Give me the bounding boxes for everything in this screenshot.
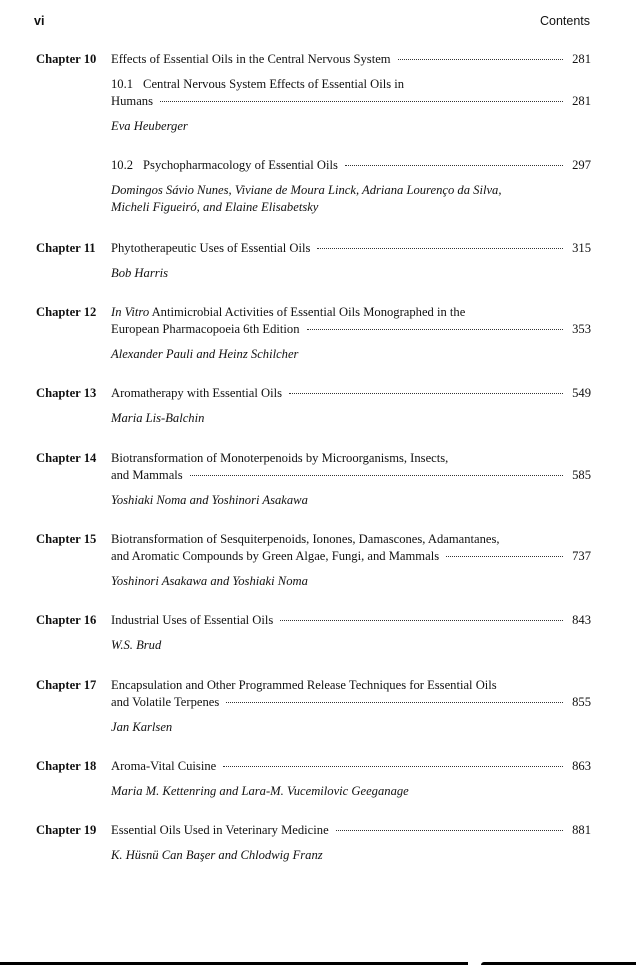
chapter-authors: W.S. Brud <box>111 638 162 652</box>
section-title: Psychopharmacology of Essential Oils <box>143 158 338 172</box>
page-number: 297 <box>572 158 591 172</box>
section-number: 10.2 <box>111 158 134 172</box>
page-number: 353 <box>572 322 591 336</box>
page-number: 737 <box>572 549 591 563</box>
chapter-title: Aroma-Vital Cuisine <box>111 759 217 773</box>
chapter-label: Chapter 14 <box>36 451 97 465</box>
dot-leader <box>190 475 563 476</box>
toc-entry-chapter-16 <box>36 612 591 654</box>
chapter-title-cont: and Volatile Terpenes <box>111 695 220 709</box>
section-title-cont: Humans <box>111 94 153 108</box>
chapter-title: Aromatherapy with Essential Oils <box>111 386 283 400</box>
dot-leader <box>345 165 563 166</box>
chapter-title: Effects of Essential Oils in the Central Nervous System <box>111 52 391 66</box>
dot-leader <box>336 830 563 831</box>
authors-line-2: Micheli Figueiró, and Elaine Elisabetsky <box>111 200 319 214</box>
chapter-title: Antimicrobial Activities of Essential Oils Monographed in the <box>149 305 466 319</box>
page-number: 315 <box>572 241 591 255</box>
chapter-label: Chapter 16 <box>36 613 97 627</box>
chapter-title-cont: and Mammals <box>111 468 183 482</box>
chapter-label: Chapter 15 <box>36 532 97 546</box>
chapter-title: Encapsulation and Other Programmed Release Techniques for Essential Oils <box>111 678 497 692</box>
page-number: 855 <box>572 695 591 709</box>
page-number: vi <box>34 14 45 28</box>
toc-entry-chapter-11 <box>36 240 591 282</box>
dot-leader <box>398 59 563 60</box>
page-number: 549 <box>572 386 591 400</box>
dot-leader <box>446 556 563 557</box>
dot-leader <box>160 101 563 102</box>
chapter-authors: Alexander Pauli and Heinz Schilcher <box>111 347 299 361</box>
chapter-authors: Jan Karlsen <box>111 720 173 734</box>
chapter-label: Chapter 17 <box>36 678 97 692</box>
chapter-label: Chapter 18 <box>36 759 97 773</box>
page-number: 585 <box>572 468 591 482</box>
chapter-authors: Yoshiaki Noma and Yoshinori Asakawa <box>111 493 308 507</box>
page-number: 863 <box>572 759 591 773</box>
toc-entry-chapter-15 <box>36 531 591 590</box>
page-number: 281 <box>572 52 591 66</box>
authors-line-1: Domingos Sávio Nunes, Viviane de Moura Linck, Adriana Lourenço da Silva, <box>111 183 502 197</box>
chapter-title: Biotransformation of Sesquiterpenoids, Ionones, Damascones, Adamantanes, <box>111 532 500 546</box>
chapter-title: Biotransformation of Monoterpenoids by Microorganisms, Insects, <box>111 451 449 465</box>
chapter-authors: Maria Lis-Balchin <box>111 411 205 425</box>
chapter-title: Phytotherapeutic Uses of Essential Oils <box>111 241 311 255</box>
section-title: Central Nervous System Effects of Essential Oils in <box>143 77 405 91</box>
section-authors <box>111 182 591 216</box>
chapter-label: Chapter 19 <box>36 823 97 837</box>
section-authors: Eva Heuberger <box>111 119 188 133</box>
toc-entry-chapter-19 <box>36 822 591 864</box>
chapter-title-line <box>111 51 591 68</box>
dot-leader <box>223 766 563 767</box>
chapter-authors: Bob Harris <box>111 266 169 280</box>
chapter-authors: Yoshinori Asakawa and Yoshiaki Noma <box>111 574 308 588</box>
chapter-title-italic: In Vitro <box>111 305 150 319</box>
chapter-title-cont: European Pharmacopoeia 6th Edition <box>111 322 300 336</box>
toc-entry-chapter-13 <box>36 385 591 427</box>
section-number: 10.1 <box>111 77 134 91</box>
toc-entry-chapter-10 <box>36 51 591 216</box>
toc-entry-chapter-14 <box>36 450 591 509</box>
toc-entry-chapter-17 <box>36 677 591 736</box>
chapter-authors: Maria M. Kettenring and Lara-M. Vucemilovic Geeganage <box>111 784 409 798</box>
chapter-title: Industrial Uses of Essential Oils <box>111 613 274 627</box>
chapter-label: Chapter 11 <box>36 241 96 255</box>
running-head: Contents <box>539 14 590 28</box>
chapter-title-cont: and Aromatic Compounds by Green Algae, Fungi, and Mammals <box>111 549 440 563</box>
toc-entry-chapter-18 <box>36 758 591 800</box>
dot-leader <box>307 329 563 330</box>
chapter-label: Chapter 13 <box>36 386 97 400</box>
chapter-authors: K. Hüsnü Can Başer and Chlodwig Franz <box>111 848 323 862</box>
dot-leader <box>289 393 563 394</box>
section-entry-10-1 <box>111 76 591 135</box>
dot-leader <box>226 702 563 703</box>
page-header <box>34 14 590 32</box>
section-entry-10-2 <box>111 157 591 216</box>
toc-entry-chapter-12 <box>36 304 591 363</box>
chapter-label: Chapter 10 <box>36 52 97 66</box>
page-number: 281 <box>572 94 591 108</box>
chapter-title: Essential Oils Used in Veterinary Medicine <box>111 823 329 837</box>
dot-leader <box>280 620 563 621</box>
page-number: 881 <box>572 823 591 837</box>
page-number: 843 <box>572 613 591 627</box>
dot-leader <box>317 248 563 249</box>
chapter-label: Chapter 12 <box>36 305 97 319</box>
